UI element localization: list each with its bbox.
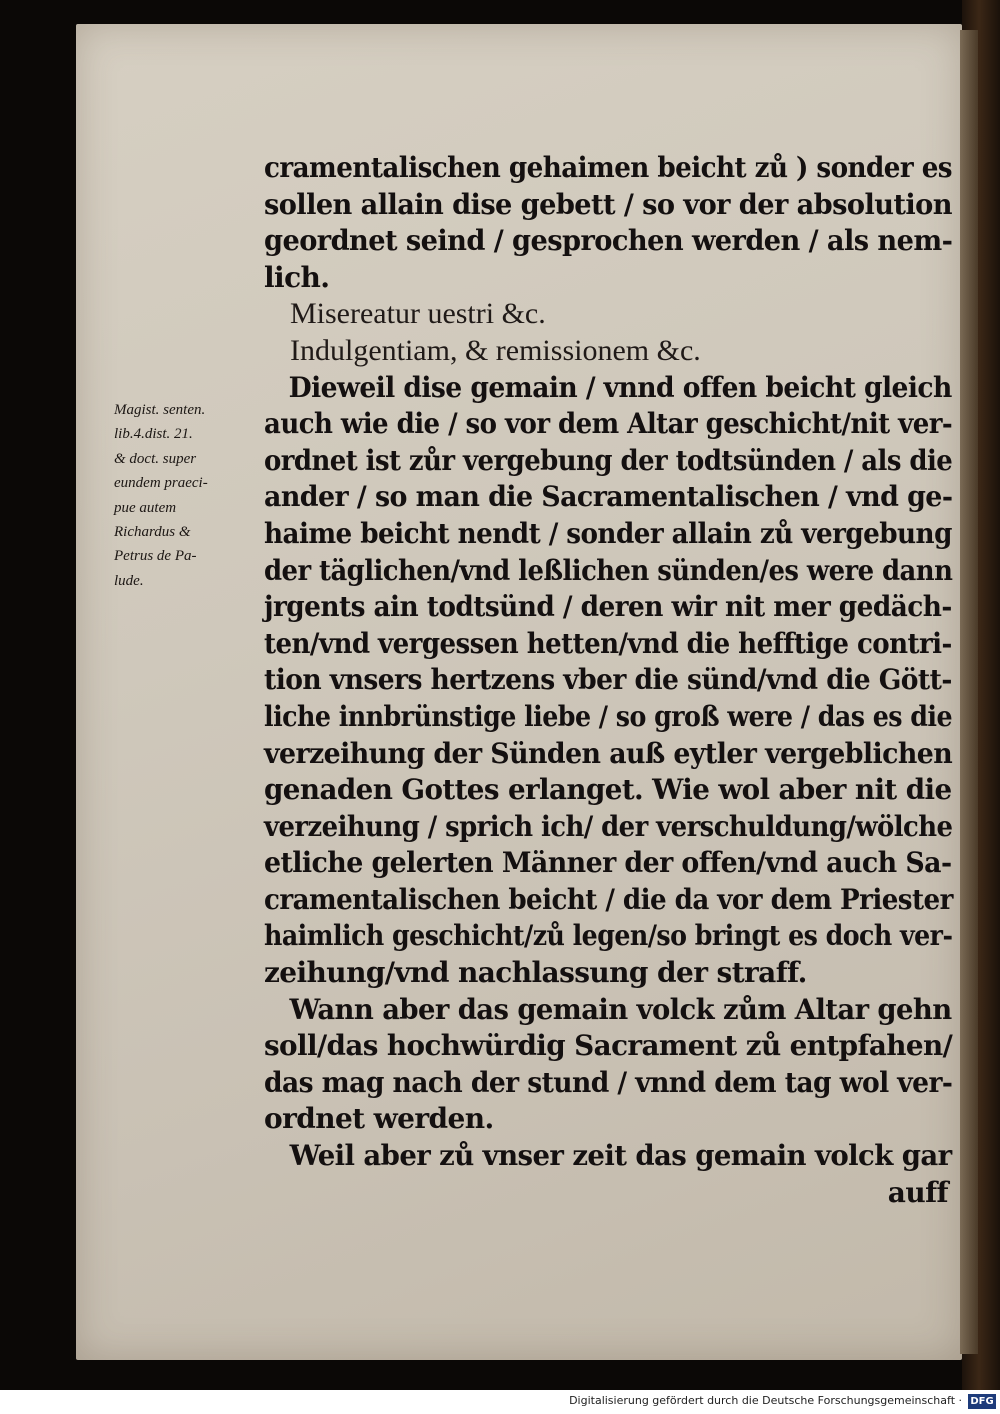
latin-prayer-line: Indulgentiam, & remissionem &c. xyxy=(290,333,701,367)
funding-footer xyxy=(0,1390,1000,1414)
text-line: haime beicht nendt / sonder allain zů vergebung xyxy=(264,516,952,550)
text-line: cramentalischen gehaimen beicht zů ) sonder es xyxy=(264,151,953,184)
main-text-block xyxy=(264,150,954,1211)
text-line: haimlich geschicht/zů legen/so bringt es doch ver‑ xyxy=(264,919,953,953)
page-edge xyxy=(960,30,978,1354)
margin-note-line: Richardus & xyxy=(114,524,191,541)
margin-note-line: pue autem xyxy=(114,499,177,516)
latin-prayer-line: Misereatur uestri &c. xyxy=(290,297,546,331)
text-line: auch wie die / so vor dem Altar geschicht/nit ver‑ xyxy=(264,407,953,441)
text-line: etliche gelerten Männer der offen/vnd auch Sa‑ xyxy=(264,846,952,880)
paragraph-start-line: Weil aber zů vnser zeit das gemain volck gar xyxy=(289,1139,952,1173)
text-line: lich. xyxy=(264,260,330,294)
paragraph-start-line: Wann aber das gemain volck zům Altar gehn xyxy=(289,992,952,1026)
text-line: ten/vnd vergessen hetten/vnd die hefftige contri‑ xyxy=(264,626,952,660)
text-line: verzeihung / sprich ich/ der verschuldung/wölche xyxy=(264,809,953,843)
funding-credit-text: Digitalisierung gefördert durch die Deutsche Forschungsgemeinschaft · xyxy=(569,1394,962,1407)
text-line: jrgents ain todtsünd / deren wir nit mer gedäch‑ xyxy=(264,590,952,624)
margin-note-line: lude. xyxy=(114,572,144,589)
marginal-note xyxy=(114,398,262,593)
margin-note-line: & doct. super xyxy=(114,450,197,467)
text-line: tion vnsers hertzens vber die sünd/vnd die Gött‑ xyxy=(264,663,952,697)
text-line: genaden Gottes erlanget. Wie wol aber nit die xyxy=(264,773,952,807)
text-line: der täglichen/vnd leßlichen sünden/es were dann xyxy=(264,553,953,587)
paragraph-start-line: Dieweil dise gemain / vnnd offen beicht gleich xyxy=(288,370,952,404)
text-line: ordnet ist zůr vergebung der todtsünden / als die xyxy=(264,443,953,477)
text-line: soll/das hochwürdig Sacrament zů entpfahen/ xyxy=(264,1029,953,1063)
text-line: das mag nach der stund / vnnd dem tag wol ver‑ xyxy=(264,1065,953,1099)
text-line: ordnet werden. xyxy=(264,1102,494,1136)
margin-note-line: lib.4.dist. 21. xyxy=(114,426,193,443)
margin-note-line: Magist. senten. xyxy=(114,402,206,418)
margin-note-line: eundem praeci‑ xyxy=(114,475,208,492)
text-line: sollen allain dise gebett / so vor der absolution xyxy=(264,187,952,221)
text-line: cramentalischen beicht / die da vor dem Priester xyxy=(264,882,953,916)
margin-note-line: Petrus de Pa‑ xyxy=(114,548,197,565)
text-line: zeihung/vnd nachlassung der straff. xyxy=(264,956,807,990)
text-line: ander / so man die Sacramentalischen / vnd ge‑ xyxy=(264,480,953,514)
text-line: liche innbrünstige liebe / so groß were / das es die xyxy=(264,699,953,733)
text-line: geordnet seind / gesprochen werden / als nem‑ xyxy=(264,224,953,258)
dfg-logo-icon: DFG xyxy=(968,1394,996,1409)
text-line: verzeihung der Sünden auß eytler vergeblichen xyxy=(264,736,953,770)
catchword: auff xyxy=(887,1175,948,1209)
